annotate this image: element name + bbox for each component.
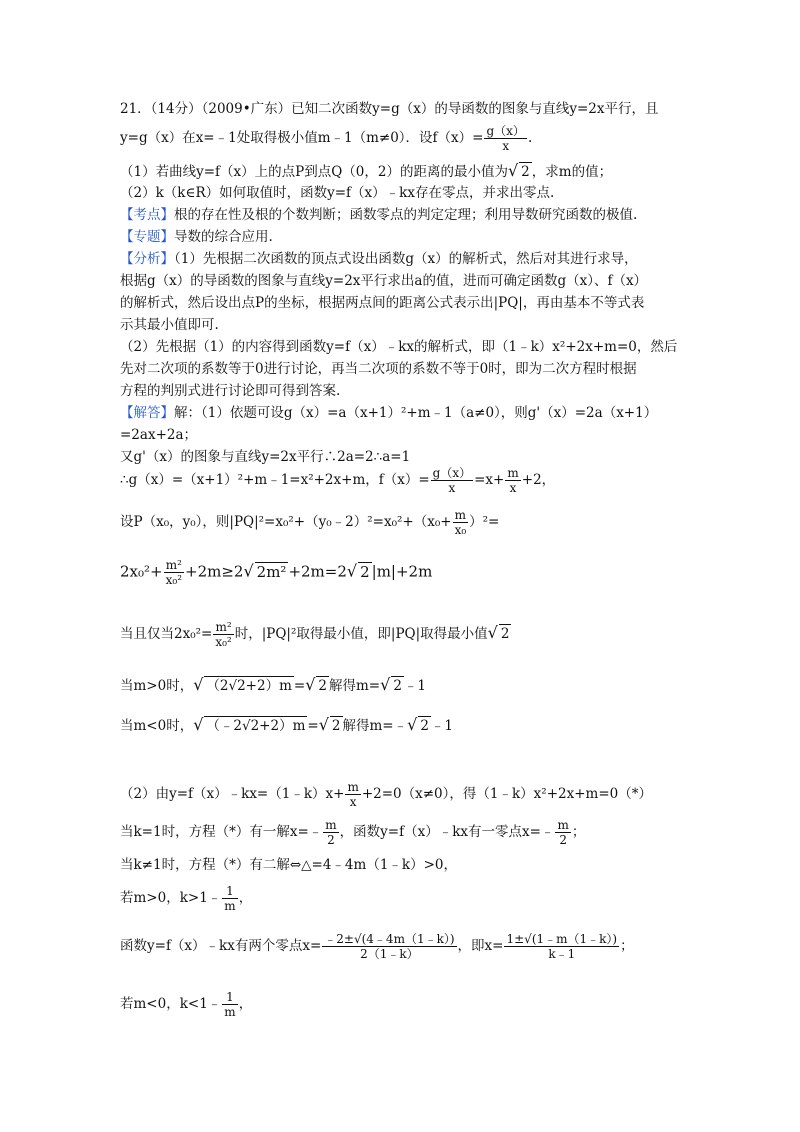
- part2-line-5: 函数y=f（x）﹣kx有两个零点x= $\frac{﹣2\pm√(4﹣4m(1﹣k))}{2(1﹣k)}$ ，即x= $\frac{1\pm√(1﹣m(1﹣k))}{k﹣1}$ ；: [120, 932, 634, 961]
- kaodian-line: 【考点】根的存在性及根的个数判断；函数零点的判定定理；利用导数研究函数的极值.: [120, 207, 638, 223]
- part2-line-1: （2）由y=f（x）﹣kx=（1﹣k）x+ $\frac{m}{x}$ +2=0（x≠0），得（1﹣k）x²+2x+m=0（*）: [120, 780, 652, 809]
- solution-line-3: 又g'（x）的图象与直线y=2x平行∴2a=2∴a=1: [120, 449, 411, 465]
- solution-line-8: 当m>0时，√ （2√2+2）m =√ 2 解得m=√ 2 ﹣1: [120, 675, 427, 694]
- fraction: $\frac{1}{m}$: [224, 884, 236, 913]
- part2-line-2: 当k=1时，方程（*）有一解x=﹣ $\frac{m}{2}$ ，函数y=f（x）﹣kx有一零点x=﹣ $\frac{m}{2}$ ；: [120, 818, 586, 847]
- fraction: $\frac{1}{m}$: [224, 990, 236, 1019]
- solution-line-4: ∴g（x）=（x+1）²+m﹣1=x²+2x+m，f（x）= $\frac{g(x)}{x}$ =x+ $\frac{m}{x}$ +2，: [120, 466, 556, 495]
- fraction: $\frac{\text{m²}}{\text{x₀²}}$: [165, 558, 182, 587]
- fraction: $\frac{m}{x}$: [507, 466, 519, 495]
- fraction: $\frac{g(x)}{x}$: [432, 466, 472, 495]
- fenxi-line-5: （2）先根据（1）的内容得到函数y=f（x）﹣kx的解析式，即（1﹣k）x²+2x+m=0，然后: [120, 339, 678, 355]
- solution-line-6: 2x₀²+ $\frac{\text{m²}}{\text{x₀²}}$ +2m≥2√ 2m² +2m=2√ 2 |m|+2m: [120, 558, 433, 587]
- fenxi-line-2: 根据g（x）的导函数的图象与直线y=2x平行求出a的值，进而可确定函数g（x）、f（x）: [120, 273, 648, 289]
- fraction: $\frac{\text{m²}}{\text{x₀²}}$: [215, 620, 232, 649]
- fraction: $\frac{m}{2}$: [557, 818, 569, 847]
- fraction: $\frac{g(x)}{x}$: [486, 124, 525, 153]
- part2-line-6: 若m<0，k<1﹣ $\frac{1}{m}$ ，: [120, 990, 253, 1019]
- zhuanti-label: 【专题】: [120, 229, 174, 245]
- fenxi-line-1: 【分析】（1）先根据二次函数的顶点式设出函数g（x）的解析式，然后对其进行求导，: [120, 251, 638, 267]
- solution-line-7: 当且仅当2x₀²= $\frac{\text{m²}}{\text{x₀²}}$ 时，|PQ|²取得最小值，即|PQ|取得最小值√ 2: [120, 620, 510, 649]
- part2-line-3: 当k≠1时，方程（*）有二解⇔△=4﹣4m（1﹣k）>0，: [120, 857, 457, 873]
- fraction: $\frac{﹣2\pm√(4﹣4m(1﹣k))}{2(1﹣k)}$: [324, 932, 455, 961]
- fenxi-line-3: 的解析式，然后设出点P的坐标，根据两点间的距离公式表示出|PQ|，再由基本不等式表: [120, 295, 645, 311]
- problem-line-1: 21．（14分）（2009•广东）已知二次函数y=g（x）的导函数的图象与直线y=2x平行，且: [120, 101, 659, 117]
- kaodian-label: 【考点】: [120, 207, 174, 223]
- fenxi-line-7: 方程的判别式进行讨论即可得到答案.: [120, 383, 341, 399]
- part2-question: （2）k（k∈R）如何取值时，函数y=f（x）﹣kx存在零点，并求出零点.: [120, 185, 555, 201]
- solution-line-5: 设P（x₀，y₀），则|PQ|²=x₀²+（y₀﹣2）²=x₀²+（x₀+ $\frac{m}{\text{x₀}}$ ）²=: [120, 508, 500, 537]
- fraction: $\frac{m}{2}$: [325, 818, 337, 847]
- solution-line-1: 【解答】解：（1）依题可设g（x）=a（x+1）²+m﹣1（a≠0），则g'（x）=2a（x+1）: [120, 405, 658, 421]
- zhuanti-line: 【专题】导数的综合应用.: [120, 229, 273, 245]
- solution-line-9: 当m<0时，√ （﹣2√2+2）m =√ 2 解得m=﹣√ 2 ﹣1: [120, 715, 454, 734]
- fraction: $\frac{m}{x}$: [347, 780, 359, 809]
- fenxi-line-4: 示其最小值即可.: [120, 317, 219, 333]
- solution-line-2: =2ax+2a；: [120, 427, 198, 443]
- fenxi-line-6: 先对二次项的系数等于0进行讨论，再当二次项的系数不等于0时，即为二次方程时根据: [120, 361, 637, 377]
- part1-question: （1）若曲线y=f（x）上的点P到点Q（0，2）的距离的最小值为√ 2 ，求m的值；: [120, 161, 613, 180]
- part2-line-4: 若m>0，k>1﹣ $\frac{1}{m}$ ，: [120, 884, 253, 913]
- fenxi-label: 【分析】: [120, 251, 174, 267]
- fraction: $\frac{1\pm√(1﹣m(1﹣k))}{k﹣1}$: [506, 932, 618, 961]
- fraction: $\frac{m}{\text{x₀}}$: [454, 508, 467, 537]
- jieda-label: 【解答】: [120, 405, 174, 421]
- problem-line-2: y=g（x）在x=﹣1处取得极小值m﹣1（m≠0）．设f（x）= $\frac{g(x)}{x}$ .: [120, 124, 533, 153]
